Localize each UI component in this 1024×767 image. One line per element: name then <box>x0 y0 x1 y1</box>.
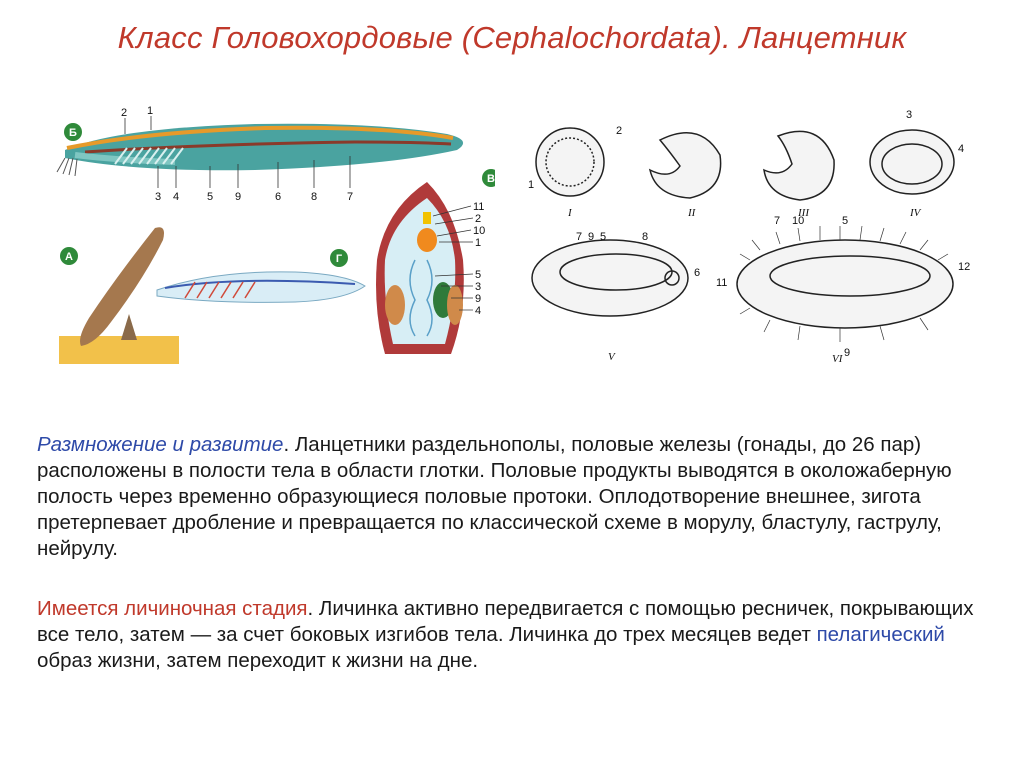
larval-stage-heading: Имеется личиночная стадия <box>37 597 308 620</box>
label-v-5: 5 <box>600 231 607 243</box>
larval-text-a: . Личинка активно передвигается с помощью ресничек, покрывающих все тело, затем — за счет боковых изгибов тела. Личинка до трех месяцев ведет <box>37 597 974 646</box>
pelagic-term: пелагический <box>816 623 945 646</box>
label-b-5: 5 <box>207 191 214 203</box>
larval-text-b: образ жизни, затем переходит к жизни на дне. <box>37 649 479 672</box>
stage-vi-larva <box>737 240 953 328</box>
panel-v-cross-section <box>376 182 464 354</box>
reproduction-text: . Ланцетники раздельнополы, половые железы (гонады, до 26 пар) расположены в полости тела в области глотки. Половые продукты выводятся в околожаберную полость через временно образующиеся половые протоки. Оплодотворение внешнее, зигота претерпевает дробление и превращается по классической схеме в морулу, бластулу, гаструлу, нейрулу. <box>37 433 952 560</box>
label-vi-9: 9 <box>844 347 851 359</box>
label-b-6: 6 <box>275 191 282 203</box>
label-v-5: 5 <box>475 269 482 281</box>
label-b-3: 3 <box>155 191 162 203</box>
reproduction-heading: Размножение и развитие <box>37 433 284 456</box>
panel-g-internal-structure <box>157 272 365 303</box>
label-vi-12: 12 <box>958 261 971 273</box>
panel-a-letter: А <box>65 251 73 263</box>
label-iv-3: 3 <box>906 109 913 121</box>
label-vi-10: 10 <box>792 215 805 227</box>
stage-iii-gastrula <box>764 131 834 200</box>
label-b-8: 8 <box>311 191 318 203</box>
label-vi-5: 5 <box>842 215 849 227</box>
label-b-7: 7 <box>347 191 354 203</box>
paragraph-reproduction <box>37 432 992 562</box>
page-title: Класс Головохордовые (Cephalochordata). Ланцетник <box>117 20 907 55</box>
label-v-9: 9 <box>475 293 482 305</box>
stage-v-embryo <box>532 240 688 316</box>
label-v-9: 9 <box>588 231 595 243</box>
lancelet-anatomy-figure <box>55 100 495 370</box>
label-v-8: 8 <box>642 231 649 243</box>
panel-v-letter: В <box>487 173 495 185</box>
stage-label-vi: VI <box>832 353 843 365</box>
label-v-1: 1 <box>475 237 482 249</box>
stage-label-v: V <box>608 351 615 363</box>
label-vi-7: 7 <box>774 215 781 227</box>
stage-iv-neurula <box>870 130 954 194</box>
label-b-2: 2 <box>121 107 128 119</box>
panel-b-letter: Б <box>69 127 77 139</box>
paragraph-larval-stage <box>37 596 992 674</box>
stage-label-ii: II <box>688 207 696 219</box>
embryo-development-figure <box>520 100 980 370</box>
panel-b-lancelet-body <box>57 124 463 176</box>
label-v-7: 7 <box>576 231 583 243</box>
stage-ii-gastrula <box>650 133 721 198</box>
stage-i-blastula <box>536 128 604 196</box>
label-i-1: 1 <box>528 179 535 191</box>
label-b-1: 1 <box>147 105 154 117</box>
label-v-3: 3 <box>475 281 482 293</box>
label-v-6: 6 <box>694 267 701 279</box>
label-iv-4: 4 <box>958 143 965 155</box>
stage-label-iii: III <box>798 207 809 219</box>
panel-g-letter: Г <box>335 253 343 265</box>
label-b-4: 4 <box>173 191 180 203</box>
label-b-9: 9 <box>235 191 242 203</box>
stage-label-iv: IV <box>910 207 921 219</box>
label-v-2: 2 <box>475 213 482 225</box>
label-i-2: 2 <box>616 125 623 137</box>
stage-label-i: I <box>568 207 572 219</box>
label-v-11: 11 <box>473 201 485 213</box>
label-v-10: 10 <box>473 225 486 237</box>
label-v-4: 4 <box>475 305 482 317</box>
label-vi-11: 11 <box>716 277 728 289</box>
